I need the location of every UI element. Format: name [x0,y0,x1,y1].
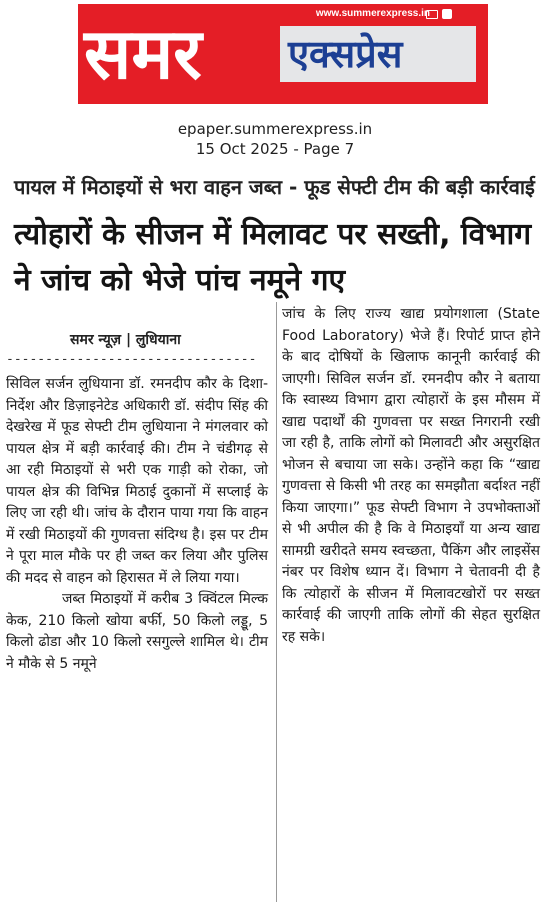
article-paragraph: जब्त मिठाइयों में करीब 3 क्विंटल मिल्क केक, 210 किलो खोया बर्फी, 50 किलो लड्डू, 5 किलो ढोडा और 10 किलो रसगुल्ले शामिल थे। टीम ने मौके से 5 नमूने [6,591,268,672]
masthead-logo [78,4,488,104]
article-column-left [6,374,268,675]
masthead-subtitle-box [280,26,476,82]
masthead-subtitle: एक्सप्रेस [288,32,403,76]
masthead-url: www.summerexpress.in [315,8,430,19]
article-paragraph: सिविल सर्जन लुधियाना डॉ. रमनदीप कौर के दिशा-निर्देश और डिज़ाइनेटेड अधिकारी डॉ. संदीप सिंह की देखरेख में फूड सेफ्टी टीम लुधियाना ने मंगलवार को पायल क्षेत्र में बड़ी कार्रवाई की। टीम ने चंडीगढ़ से आ रही मिठाइयों से भरी एक गाड़ी को रोका, जो पायल क्षेत्र की विभिन्न मिठाई दुकानों में सप्लाई के लिए जा रही थी। जांच के दौरान पाया गया कि वाहन में रखी मिठाइयों की गुणवत्ता संदिग्ध है। इस पर टीम ने पूरा माल मौके पर ही जब्त कर लिया और पुलिस की मदद से वाहन को हिरासत में ले लिया गया। [6,376,268,586]
facebook-icon [442,9,452,19]
byline-separator: -------------------------------- [6,352,257,367]
epaper-source: epaper.summerexpress.in [177,120,373,138]
article-kicker: पायल में मिठाइयों से भरा वाहन जब्त - फूड सेफ्टी टीम की बड़ी कार्रवाई [14,175,535,199]
date-page: 15 Oct 2025 - Page 7 [195,140,355,158]
mail-icon [426,10,438,19]
article-byline: समर न्यूज़ | लुधियाना [70,332,181,348]
article-headline: त्योहारों के सीजन में मिलावट पर सख्ती, विभाग ने जांच को भेजे पांच नमूने गए [14,217,532,298]
article-paragraph: जांच के लिए राज्य खाद्य प्रयोगशाला (State Food Laboratory) भेजे हैं। रिपोर्ट प्राप्त होने के बाद दोषियों के खिलाफ कानूनी कार्रवाई की जाएगी। सिविल सर्जन डॉ. रमनदीप कौर ने बताया कि स्वास्थ्य विभाग द्वारा त्योहारों के इस मौसम में खाद्य पदार्थों की गुणवत्ता पर सख्त निगरानी रखी जा रही है, ताकि लोगों को मिलावटी और असुरक्षित भोजन से बचाया जा सके। उन्होंने कहा कि “खाद्य गुणवत्ता से किसी भी तरह का समझौता बर्दाश्त नहीं किया जाएगा।” फूड सेफ्टी विभाग ने उपभोक्ताओं से भी अपील की है कि वे मिठाइयाँ या अन्य खाद्य सामग्री खरीदते समय स्वच्छता, पैकिंग और लाइसेंस नंबर पर विशेष ध्यान दें। विभाग ने चेतावनी दी है कि त्योहारों के सीजन में मिलावटखोरों पर सख्त कार्रवाई की जाएगी ताकि लोगों की सेहत सुरक्षित रह सके। [282,306,540,645]
masthead-title: समर [84,13,202,95]
article-column-right [282,304,540,648]
column-divider [276,302,277,902]
